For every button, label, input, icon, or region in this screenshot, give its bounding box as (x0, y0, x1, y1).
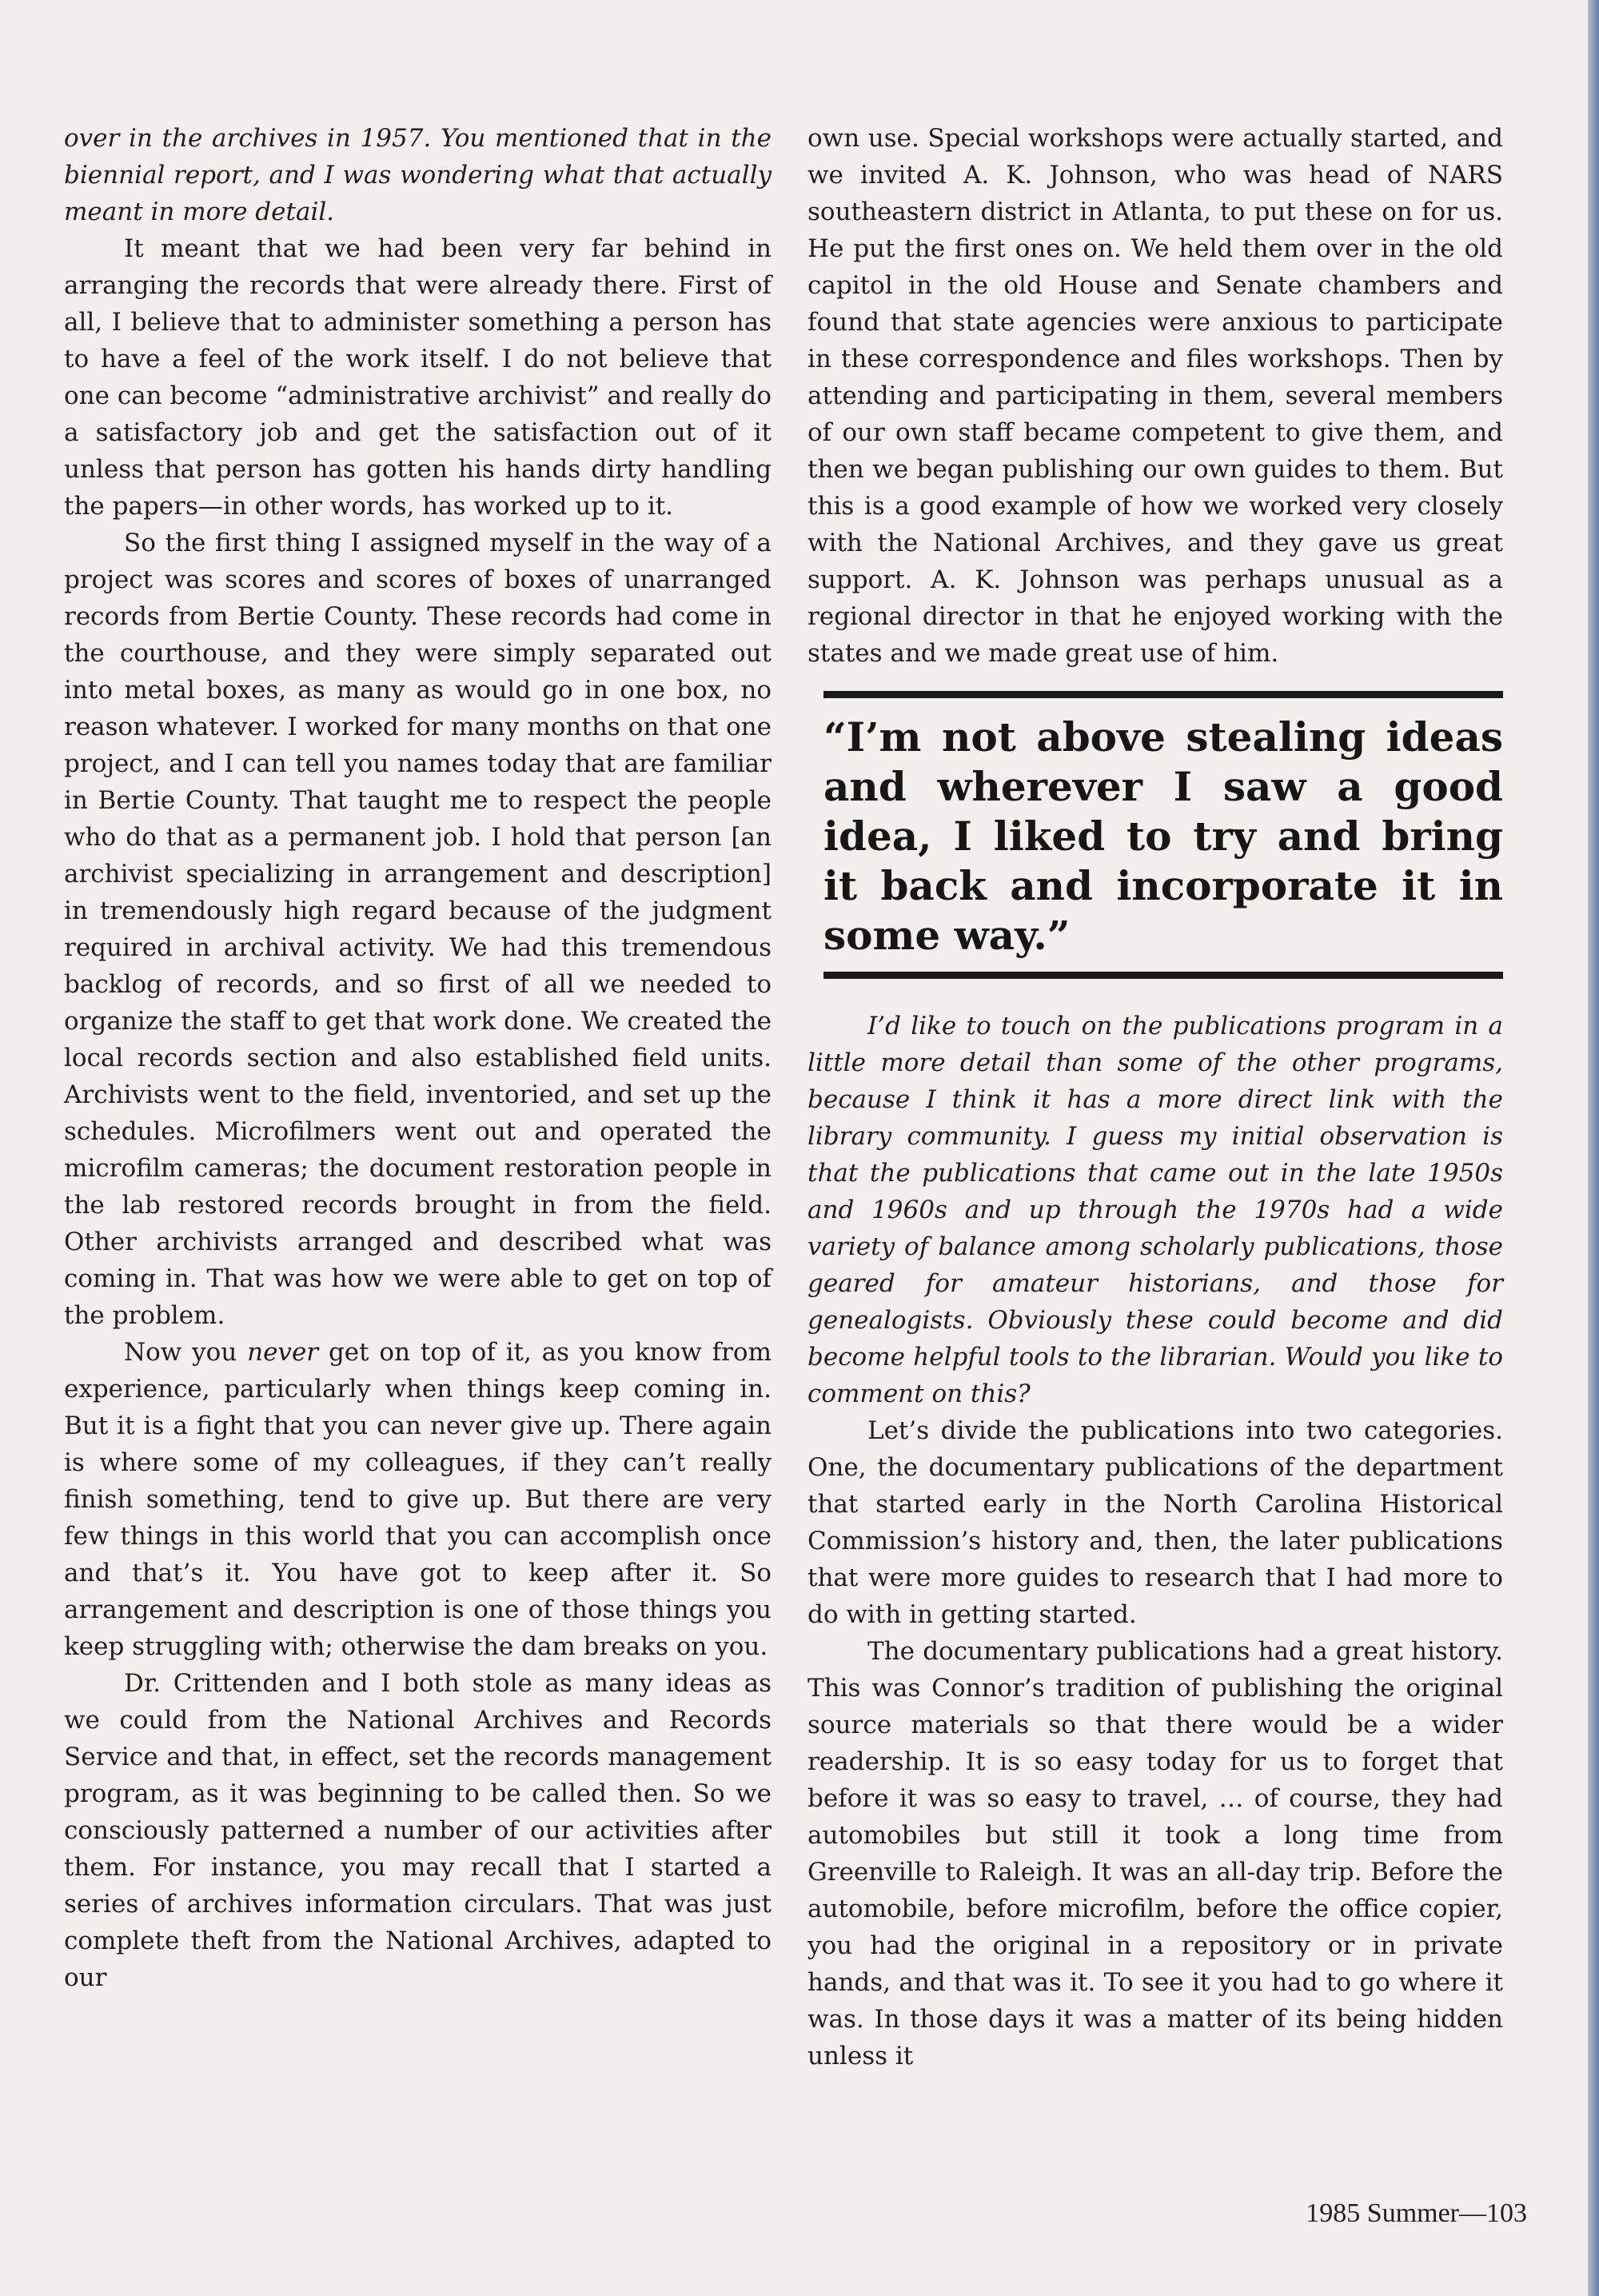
page-folio: 1985 Summer—103 (1306, 2198, 1527, 2228)
answer-paragraph: So the first thing I assigned myself in the way of a project was scores and scores of boxes of unarranged records from Bertie County. These records had come in the courthouse, and they were simply separated out into metal boxes, as many as would go in one box, no reason whatever. I worked for many months on that one project, and I can tell you names today that are familiar in Bertie County. That taught me to respect the people who do that as a permanent job. I hold that person [an archivist specializing in arrangement and description] in tremendously high regard because of the judgment required in archival activity. We had this tremendous backlog of records, and so first of all we needed to organize the staff to get that work done. We created the local records section and also established field units. Archivists went to the field, inventoried, and set up the schedules. Microfilmers went out and operated the microfilm cameras; the document restoration people in the lab restored records brought in from the field. Other archivists arranged and described what was coming in. That was how we were able to get on top of the problem. (64, 529, 772, 1330)
answer-paragraph: Let’s divide the publications into two categories. One, the documentary publications of the department that started early in the North Carolina Historical Commission’s history and, then, the later publications that were more guides to research that I had more to do with in getting started. (807, 1416, 1503, 1629)
answer-paragraph: It meant that we had been very far behind in arranging the records that were already there. First of all, I believe that to administer something a person has to have a feel of the work itself. I do not believe that one can become “administrative archivist” and really do a satisfactory job and get the satisfaction out of it unless that person has gotten his hands dirty handling the papers—in other words, has worked up to it. (64, 234, 772, 521)
answer-paragraph (64, 1334, 772, 1665)
answer-paragraph: Dr. Crittenden and I both stole as many ideas as we could from the National Archives and Records Service and that, in effect, set the records management program, as it was beginning to be called then. So we consciously patterned a number of our activities after them. For instance, you may recall that I started a series of archives information circulars. That was just complete theft from the National Archives, adapted to our (64, 1669, 772, 1992)
answer-paragraph: The documentary publications had a great history. This was Connor’s tradition of publishing the original source materials so that there would be a wider readership. It is so easy today for us to forget that before it was so easy to travel, … of course, they had automobiles but still it took a long time from Greenville to Raleigh. It was an all-day trip. Before the automobile, before microfilm, before the office copier, you had the original in a repository or in private hands, and that was it. To see it you had to go where it was. In those days it was a matter of its being hidden unless it (807, 1637, 1503, 2070)
left-column (64, 120, 772, 1996)
text-run: Now you (124, 1338, 248, 1367)
interview-question: I’d like to touch on the publications program in a little more detail than some of the other programs, because I think it has a more direct link with the library community. I guess my initial observation is that the publications that came out in the late 1950s and 1960s and up through the 1970s had a wide variety of balance among scholarly publications, those geared for amateur historians, and those for genealogists. Obviously these could become and did become helpful tools to the librarian. Would you like to comment on this? (807, 1012, 1503, 1408)
emphasis-never: never (247, 1338, 319, 1367)
pull-quote: “I’m not above stealing ideas and wherever I saw a good idea, I liked to try and bring it back and incorporate it in some way.” (823, 691, 1503, 979)
right-column (807, 120, 1503, 2074)
answer-paragraph-continued: own use. Special workshops were actually started, and we invited A. K. Johnson, who was head of NARS southeastern district in Atlanta, to put these on for us. He put the first ones on. We held them over in the old capitol in the old House and Senate chambers and found that state agencies were anxious to participate in these correspondence and files workshops. Then by attending and participating in them, several members of our own staff became competent to give them, and then we began publishing our own guides to them. But this is a good example of how we worked very closely with the National Archives, and they gave us great support. A. K. Johnson was perhaps unusual as a regional director in that he enjoyed working with the states and we made great use of him. (807, 124, 1503, 668)
interview-question-continued: over in the archives in 1957. You mentioned that in the biennial report, and I was wondering what that actually meant in more detail. (64, 124, 772, 226)
page-edge-binding (1588, 0, 1599, 2296)
text-run: get on top of it, as you know from experience, particularly when things keep coming in. But it is a fight that you can never give up. There again is where some of my colleagues, if they can’t really finish something, tend to give up. But there are very few things in this world that you can accomplish once and that’s it. You have got to keep after it. So arrangement and description is one of those things you keep struggling with; otherwise the dam breaks on you. (64, 1338, 772, 1661)
